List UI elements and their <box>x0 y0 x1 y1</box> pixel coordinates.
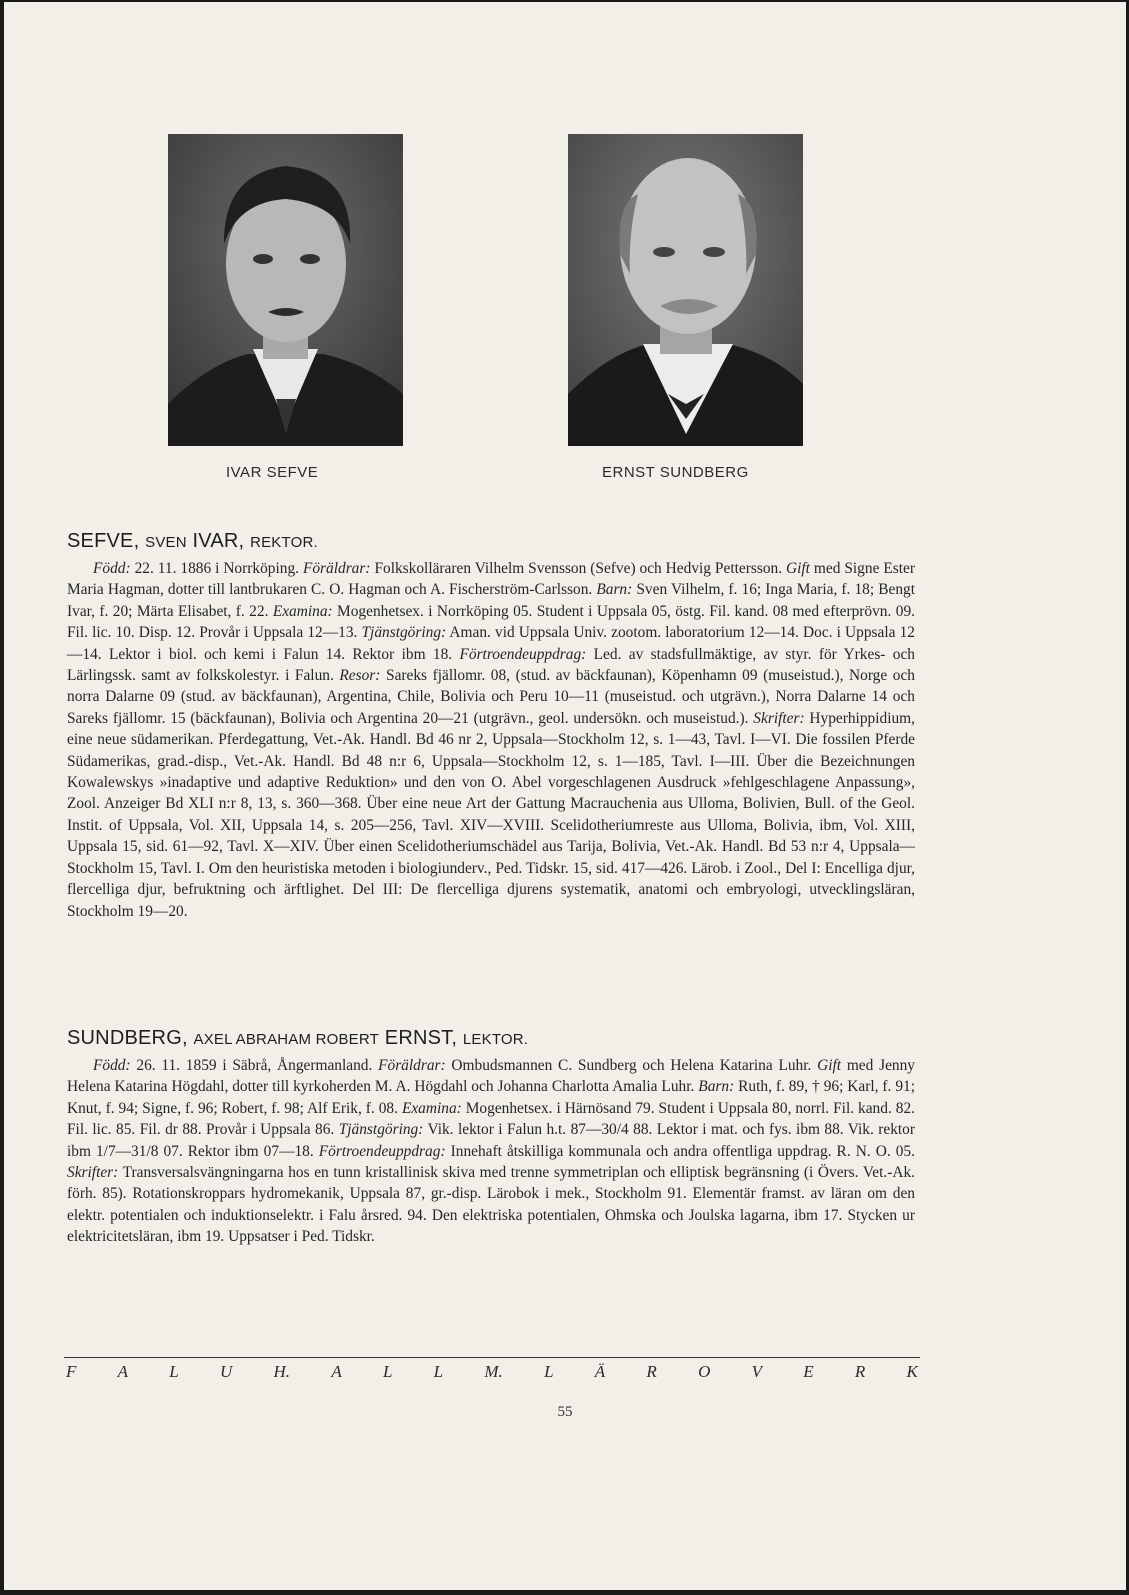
field-text: Hyperhippidium, eine neue südamerikan. Pferdegattung, Vet.-Ak. Handl. Bd 46 nr 2, Uppsala—Stockholm 12, s. 1—43, Tavl. I—VI. Die fossilen Pferde Südamerikas, grad.-disp., Vet.-Ak. Handl. Bd 48 n:r 6, Uppsala—Stockholm 12, s. 1—185, Tavl. I—III. Über die Bezeichnungen Kowalewskys »inadaptive und adaptive Reduktion» und den von O. Abel vorgeschlagenen Ausdruck »fehlgeschlagene Anpassung», Zool. Anzeiger Bd XLI n:r 8, 13, s. 360—368. Über eine neue Art der Gattung Macrauchenia aus Ulloma, Bolivien, Bull. of the Geol. Instit. of Uppsala, Vol. XII, Uppsala 14, s. 205—256, Tavl. XIV—XVIII. Scelidotheriumreste aus Ulloma, Bolivia, ibm, Vol. XIII, Uppsala 15, sid. 61—92, Tavl. X—XIV. Über einen Scelidotheriumschädel aus Tarija, Bolivia, Vet.-Ak. Handl. Bd 53 n:r 4, Uppsala—Stockholm 15, Tavl. I. Om den heuristiska metoden i biologiunderv., Ped. Tidskr. 15, sid. 417—426. Lärob. i Zool., Del I: Encelliga djur, flercelliga djur, befruktning och ärftlighet. Del III: De flercelliga djurens systematik, anatomi och embryologi, utvecklingsläran, Stockholm 19—20. <box>67 709 915 920</box>
entry-given-names: SVEN <box>145 534 187 551</box>
field-label: Förtroendeuppdrag: <box>459 645 587 663</box>
field-label: Resor: <box>339 667 381 685</box>
field-label: Föräldrar: <box>302 560 371 577</box>
field-label: Barn: <box>698 1078 735 1096</box>
entry-surname: SUNDBERG, <box>67 1027 188 1049</box>
footer-letter: M. <box>484 1362 503 1381</box>
field-label: Barn: <box>596 581 633 599</box>
entry-heading-sundberg <box>67 1027 528 1050</box>
entry-biography-sefve <box>67 558 915 922</box>
portrait-caption-1: IVAR SEFVE <box>226 464 319 481</box>
field-text: Mogenhetsex. i Norrköping 05. Student i Uppsala 05, östg. Fil. kand. 08 med efterprövn. 09. Fil. lic. 10. Disp. 12. Provår i Uppsala 12—13. <box>67 602 915 642</box>
field-label: Född: <box>93 560 131 577</box>
field-text: Folkskolläraren Vilhelm Svensson (Sefve) och Hedvig Pettersson. <box>370 560 786 577</box>
field-label: Examina: <box>272 602 333 620</box>
footer-letter: A <box>117 1362 129 1381</box>
footer-letter: R <box>854 1362 866 1381</box>
footer-letter: L <box>433 1362 444 1381</box>
entry-heading-sefve <box>67 530 318 553</box>
running-footer <box>66 1362 918 1382</box>
page-number: 55 <box>557 1404 573 1420</box>
field-label: Förtroendeuppdrag: <box>318 1142 446 1160</box>
portrait-photo-ivar-sefve <box>168 134 403 446</box>
footer-letter: Ä <box>594 1362 606 1381</box>
field-text: med Signe Ester Maria Hagman, dotter till lantbrukaren C. O. Hagman och A. Fischerström-Carlsson. <box>67 560 915 599</box>
field-text: Aman. vid Uppsala Univ. zootom. laboratorium 12—14. Doc. i Uppsala 12—14. Lektor i biol. och kemi i Falun 14. Rektor ibm 18. <box>67 624 915 663</box>
field-text: Ombudsmannen C. Sundberg och Helena Katarina Luhr. <box>445 1057 818 1074</box>
footer-letter: U <box>220 1362 233 1381</box>
field-label: Föräldrar: <box>378 1057 446 1074</box>
field-text: Ruth, f. 89, † 96; Karl, f. 91; Knut, f. 94; Signe, f. 96; Robert, f. 98; Alf Erik, f. 08. <box>67 1078 916 1117</box>
field-label: Tjänstgöring: <box>338 1121 424 1139</box>
entry-surname: SEFVE, <box>67 530 140 552</box>
field-label: Examina: <box>401 1099 462 1117</box>
field-text: 22. 11. 1886 i Norrköping. <box>130 560 303 577</box>
field-text: Innehaft åtskilliga kommunala och andra offentliga uppdrag. R. N. O. 05. <box>445 1142 915 1160</box>
field-text: Led. av stadsfullmäktige, av styr. för Yrkes- och Lärlingssk. samt av folkskolestyr. i Falun. <box>67 645 916 685</box>
entry-title: REKTOR. <box>250 534 318 551</box>
footer-letter: V <box>751 1362 762 1381</box>
field-label: Skrifter: <box>753 709 805 727</box>
footer-letter: F <box>66 1362 77 1381</box>
field-label: Skrifter: <box>67 1164 119 1182</box>
footer-letter: O <box>698 1362 711 1381</box>
footer-letter: K <box>906 1362 918 1381</box>
field-text: Sareks fjällomr. 08, (stud. av bäckfaunan), Köpenhamn 09 (museistud.), Norge och norra Dalarne 09 (stud. av bäckfaunan), Argentina, Chile, Bolivia och Peru 10—11 (museistud. och utgrävn.), Norra Dalarne 14 och Sareks fjällomr. 15 (bäckfaunan), Bolivia och Argentina 20—21 (utgrävn., geol. undersökn. och museistud.). <box>67 667 916 727</box>
portrait-photo-ernst-sundberg <box>568 134 803 446</box>
field-text: Transversalsvängningarna hos en tunn kristallinisk skiva med trenne symmetriplan och elliptisk begränsning (i Övers. Vet.-Ak. förh. 85). Rotationskroppars hydromekanik, Uppsala 87, gr.-disp. Lärobok i mek., Stockholm 91. Elementär framst. av läran om den elektr. potentialen och induktionselektr. i Falu årsred. 94. Den elektriska potentialen, Ohmska och Joulska lagarna, ibm 17. Stycken ur elektricitetsläran, ibm 19. Uppsatser i Ped. Tidskr. <box>67 1164 915 1246</box>
footer-letter: L <box>169 1362 179 1381</box>
field-text: med Jenny Helena Katarina Högdahl, dotter till kyrkoherden M. A. Högdahl och Johanna Charlotta Amalia Luhr. <box>67 1057 915 1096</box>
biography-paragraph <box>67 558 915 922</box>
field-label: Gift <box>786 560 810 577</box>
footer-letter: L <box>544 1362 554 1381</box>
field-label: Född: <box>93 1057 131 1074</box>
footer-rule <box>64 1357 920 1358</box>
footer-letter: E <box>803 1362 814 1381</box>
footer-letter: H. <box>273 1362 291 1381</box>
entry-given-names: AXEL ABRAHAM ROBERT <box>193 1031 380 1048</box>
field-text: Sven Vilhelm, f. 16; Inga Maria, f. 18; Bengt Ivar, f. 20; Märta Elisabet, f. 22. <box>67 581 915 620</box>
footer-letter: R <box>646 1362 657 1381</box>
biography-paragraph <box>67 1055 915 1248</box>
field-text: Mogenhetsex. i Härnösand 79. Student i Uppsala 80, norrl. Fil. kand. 82. Fil. lic. 85. Fil. dr 88. Provår i Uppsala 86. <box>67 1099 915 1139</box>
entry-called-name: ERNST, <box>384 1027 458 1049</box>
entry-called-name: IVAR, <box>192 530 245 552</box>
entry-biography-sundberg <box>67 1055 915 1248</box>
footer-letter: A <box>331 1362 342 1381</box>
field-label: Gift <box>817 1057 842 1074</box>
document-page <box>4 2 1126 1590</box>
field-label: Tjänstgöring: <box>361 624 447 642</box>
field-text: 26. 11. 1859 i Säbrå, Ångermanland. <box>130 1057 379 1074</box>
footer-letter: L <box>382 1362 393 1381</box>
field-text: Vik. lektor i Falun h.t. 87—30/4 88. Lektor i mat. och fys. ibm 88. Vik. rektor ibm 1/7—31/8 07. Rektor ibm 07—18. <box>67 1121 915 1160</box>
portrait-caption-2: ERNST SUNDBERG <box>602 464 749 481</box>
entry-title: LEKTOR. <box>462 1031 529 1048</box>
